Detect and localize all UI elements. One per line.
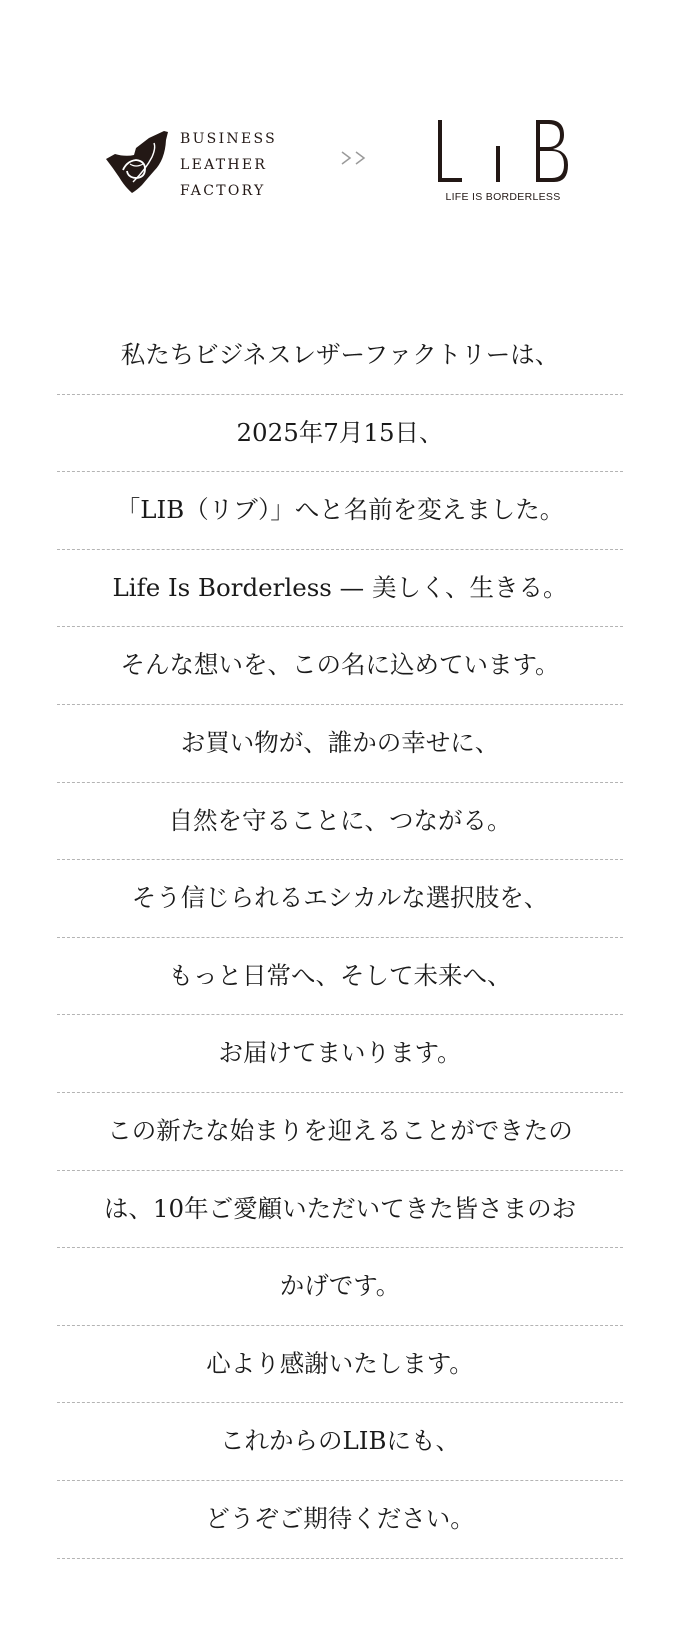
brand-header (0, 0, 680, 260)
message-line: どうぞご期待ください。 (57, 1481, 623, 1559)
message-line: この新たな始まりを迎えることができたの (57, 1093, 623, 1171)
message-line: Life Is Borderless — 美しく、生きる。 (57, 550, 623, 628)
lib-logo (438, 118, 573, 184)
brand-line: BUSINESS (180, 131, 278, 147)
message-line: お届けてまいります。 (57, 1015, 623, 1093)
message-line: 私たちビジネスレザーファクトリーは、 (57, 317, 623, 395)
message-line: 自然を守ることに、つながる。 (57, 783, 623, 861)
double-chevron-right-icon (340, 144, 376, 180)
brand-message (57, 317, 623, 1559)
message-line: 2025年7月15日、 (57, 395, 623, 473)
lib-tagline: LIFE IS BORDERLESS (445, 191, 561, 203)
message-line: そんな想いを、この名に込めています。 (57, 627, 623, 705)
message-line: 心より感謝いたします。 (57, 1326, 623, 1404)
message-line: お買い物が、誰かの幸せに、 (57, 705, 623, 783)
business-leather-factory-wordmark (180, 126, 277, 204)
message-line: もっと日常へ、そして未来へ、 (57, 938, 623, 1016)
message-line: そう信じられるエシカルな選択肢を、 (57, 860, 623, 938)
brand-line: LEATHER (180, 157, 268, 173)
business-leather-factory-logo-icon (106, 131, 168, 193)
message-line: これからのLIBにも、 (57, 1403, 623, 1481)
message-line: 「LIB（リブ）」へと名前を変えました。 (57, 472, 623, 550)
message-line: かげです。 (57, 1248, 623, 1326)
message-line: は、10年ご愛顧いただいてきた皆さまのお (57, 1171, 623, 1249)
brand-line: FACTORY (180, 183, 266, 199)
